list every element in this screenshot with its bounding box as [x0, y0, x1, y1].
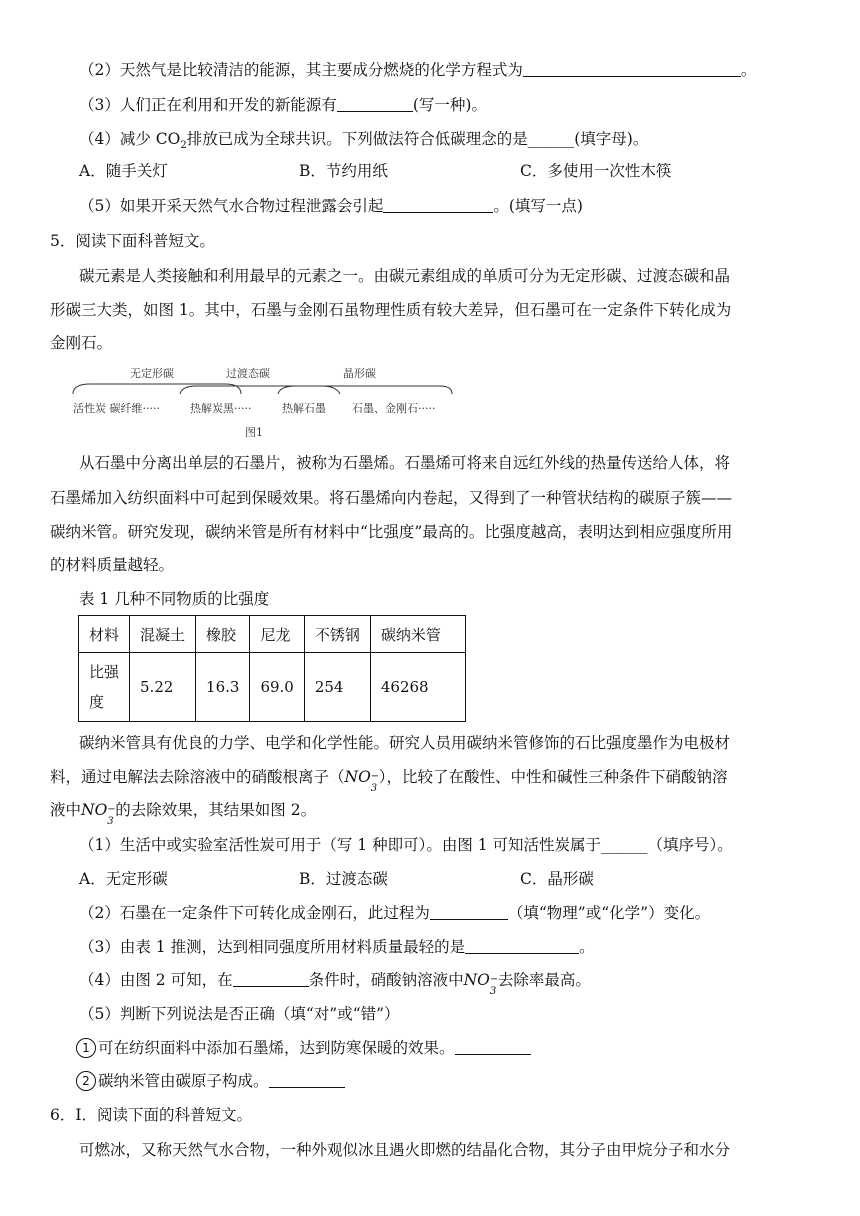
fig1-bottom-carbon-black: 热解炭黑····· — [190, 402, 252, 415]
q5-para2-line4: 的材料质量越轻。 — [50, 556, 175, 574]
table-header: 尼龙 — [250, 616, 304, 653]
table-header: 碳纳米管 — [370, 616, 465, 653]
table-header: 材料 — [79, 616, 130, 653]
q5-subq3: （3）由表 1 推测，达到相同强度所用材料质量最轻的是 。 — [79, 938, 595, 956]
q5-option-b: B．过渡态碳 — [299, 870, 388, 888]
circled-number: 2 — [76, 1071, 96, 1091]
q6-para1-line1: 可燃冰，又称天然气水合物，一种外观似冰且遇火即燃的结晶化合物，其分子由甲烷分子和水分 — [79, 1141, 731, 1159]
specific-strength-table — [78, 615, 466, 722]
fig1-label-transitional: 过渡态碳 — [226, 367, 270, 380]
circled-number: 1 — [76, 1038, 96, 1058]
q5-para3-line1: 碳纳米管具有优良的力学、电学和化学性能。研究人员用碳纳米管修饰的石比强度墨作为电极材 — [79, 734, 731, 752]
q5-subq2: （2）石墨在一定条件下可转化成金刚石，此过程为 （填“物理”或“化学”）变化。 — [79, 904, 711, 922]
q5-subq5: （5）判断下列说法是否正确（填“对”或“错”） — [79, 1005, 400, 1023]
answer-blank[interactable] — [455, 1038, 531, 1055]
q5-claim-1: 1 可在纺织面料中添加石墨烯，达到防寒保暖的效果。 — [76, 1038, 531, 1058]
q5-para3-line2: 料，通过电解法去除溶液中的硝酸根离子（NO − 3 ），比较了在酸性、中性和碱性三种条件下硝酸钠溶 — [50, 768, 728, 794]
table-cell: 254 — [304, 653, 370, 722]
fig1-bottom-pyrolytic-graphite: 热解石墨 — [282, 402, 326, 415]
q4-subq2: （2）天然气是比较清洁的能源，其主要成分燃烧的化学方程式为 。 — [79, 61, 757, 79]
q4-option-a: A．随手关灯 — [79, 162, 168, 180]
q5-heading: 5．阅读下面科普短文。 — [50, 232, 215, 250]
fig1-bottom-graphite-diamond: 石墨、金刚石····· — [352, 402, 436, 415]
table-header: 混凝土 — [130, 616, 196, 653]
answer-blank[interactable] — [465, 937, 579, 954]
q5-option-a: A．无定形碳 — [79, 870, 168, 888]
q5-para3-line3: 液中NO − 3 的去除效果，其结果如图 2。 — [50, 801, 317, 827]
q4-subq5: （5）如果开采天然气水合物过程泄露会引起 。(填写一点) — [79, 197, 583, 215]
fig1-caption: 图1 — [245, 426, 263, 439]
nitrate-ion: NO − 3 — [344, 768, 380, 794]
q5-para2-line1: 从石墨中分离出单层的石墨片，被称为石墨烯。石墨烯可将来自远红外线的热量传送给人体，将 — [79, 454, 731, 472]
q6-heading: 6．Ⅰ．阅读下面的科普短文。 — [50, 1106, 252, 1124]
q5-para1-line3: 金刚石。 — [50, 334, 113, 352]
fig1-bottom-activated-carbon: 活性炭 碳纤维····· — [73, 402, 160, 415]
answer-blank[interactable] — [269, 1071, 345, 1088]
answer-blank[interactable] — [383, 196, 493, 213]
table-header: 不锈钢 — [304, 616, 370, 653]
table-cell: 69.0 — [250, 653, 304, 722]
q5-claim-2: 2 碳纳米管由碳原子构成。 — [76, 1071, 345, 1091]
answer-blank[interactable] — [337, 95, 413, 112]
q5-subq1: （1）生活中或实验室活性炭可用于（写 1 种即可）。由图 1 可知活性炭属于______（填序号）。 — [79, 836, 733, 854]
q5-para2-line3: 碳纳米管。研究发现，碳纳米管是所有材料中“比强度”最高的。比强度越高，表明达到相应强度所用 — [50, 523, 733, 541]
q5-subq4: （4）由图 2 可知，在 条件时，硝酸钠溶液中NO − 3 去除率最高。 — [79, 971, 591, 997]
fig1-label-crystalline: 晶形碳 — [343, 367, 376, 380]
q4-option-c: C．多使用一次性木筷 — [520, 162, 672, 180]
nitrate-ion: NO − 3 — [463, 971, 499, 997]
table-cell: 16.3 — [196, 653, 250, 722]
table-row-label: 比强 度 — [79, 653, 130, 722]
answer-blank[interactable] — [233, 970, 309, 987]
table-header: 橡胶 — [196, 616, 250, 653]
nitrate-ion: NO − 3 — [81, 801, 116, 827]
table-cell: 46268 — [370, 653, 465, 722]
q5-option-c: C．晶形碳 — [520, 870, 594, 888]
q4-option-b: B．节约用纸 — [299, 162, 388, 180]
q5-para1-line1: 碳元素是人类接触和利用最早的元素之一。由碳元素组成的单质可分为无定形碳、过渡态碳和晶 — [79, 267, 731, 285]
q4-subq3: （3）人们正在利用和开发的新能源有 (写一种)。 — [79, 96, 487, 114]
answer-blank[interactable] — [523, 60, 741, 77]
q4-subq4: （4）减少 $CO_2$排放已成为全球共识。下列做法符合低碳理念的是______(填字母)。 — [79, 130, 649, 152]
fig1-label-amorphous: 无定形碳 — [130, 367, 174, 380]
answer-blank[interactable] — [430, 903, 508, 920]
q5-para2-line2: 石墨烯加入纺织面料中可起到保暖效果。将石墨烯向内卷起，又得到了一种管状结构的碳原子簇—— — [50, 489, 733, 507]
q5-para1-line2: 形碳三大类，如图 1。其中，石墨与金刚石虽物理性质有较大差异，但石墨可在一定条件下转化成为 — [50, 301, 732, 319]
table-caption: 表 1 几种不同物质的比强度 — [79, 590, 270, 608]
table-cell: 5.22 — [130, 653, 196, 722]
